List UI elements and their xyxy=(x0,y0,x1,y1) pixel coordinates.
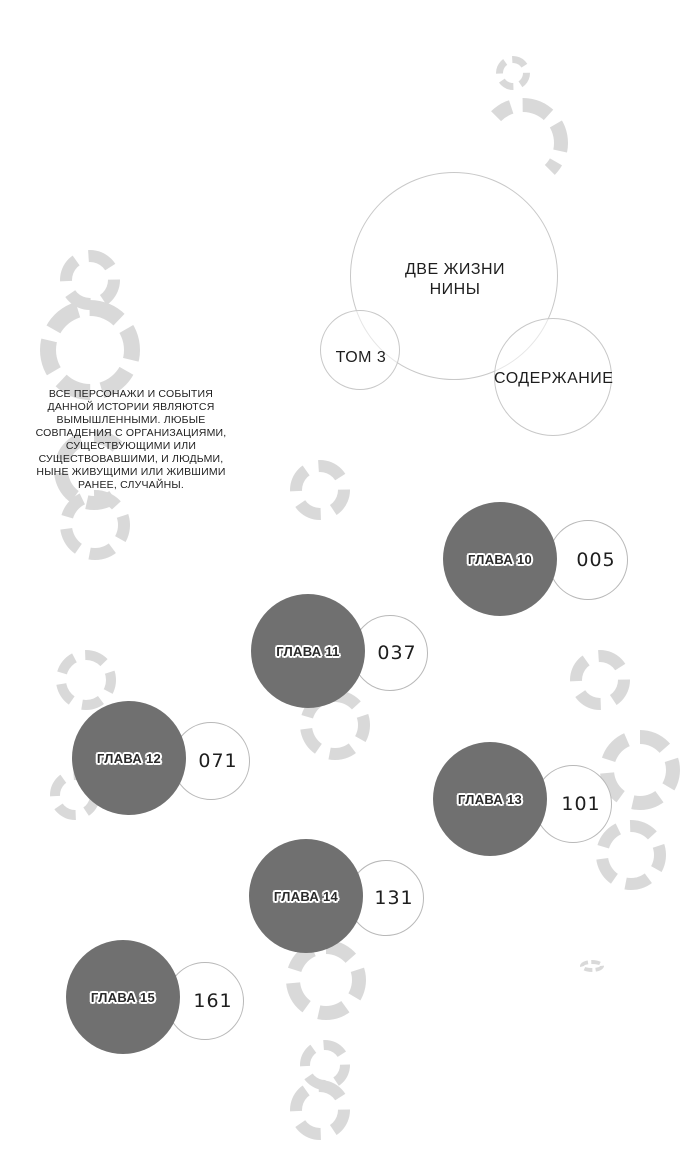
chapter-page-number: 101 xyxy=(561,793,601,815)
contents-heading: СОДЕРЖАНИЕ xyxy=(494,370,614,387)
chapter-label: ГЛАВА 13 xyxy=(457,791,523,807)
book-title-line-2: НИНЫ xyxy=(429,281,481,298)
chapter-page-number: 005 xyxy=(576,549,616,571)
chapter-page-number: 161 xyxy=(193,990,233,1012)
chapter-page-number: 131 xyxy=(374,887,414,909)
chapter-circle[interactable] xyxy=(443,502,557,616)
chapter-label: ГЛАВА 11 xyxy=(276,643,340,659)
volume-label: ТОМ 3 xyxy=(335,349,387,366)
book-title-line-1: ДВЕ ЖИЗНИ xyxy=(404,261,506,278)
chapter-label: ГЛАВА 14 xyxy=(273,888,339,904)
disclaimer-text: ВСЕ ПЕРСОНАЖИ И СОБЫТИЯ ДАННОЙ ИСТОРИИ ЯВЛЯЮТСЯ ВЫМЫШЛЕННЫМИ. ЛЮБЫЕ СОВПАДЕНИЯ С ОРГАНИЗАЦИЯМИ, СУЩЕСТВУЮЩИМИ ИЛИ СУЩЕСТВОВАВШИМИ, И ЛЮДЬМИ, НЫНЕ ЖИВУЩИМИ ИЛИ ЖИВШИМИ РАНЕЕ, СЛУЧАЙНЫ. xyxy=(35,388,227,491)
chapter-label: ГЛАВА 10 xyxy=(467,551,533,567)
chapter-page-circle[interactable] xyxy=(548,520,628,600)
chapter-label: ГЛАВА 12 xyxy=(96,750,162,766)
chapter-circle[interactable] xyxy=(72,701,186,815)
chapter-label: ГЛАВА 15 xyxy=(90,989,156,1005)
chapter-page-number: 071 xyxy=(198,750,238,772)
chapter-circle[interactable] xyxy=(433,742,547,856)
chapter-circle[interactable] xyxy=(251,594,365,708)
chapter-circle[interactable] xyxy=(66,940,180,1054)
book-title xyxy=(390,260,520,300)
chapter-circle[interactable] xyxy=(249,839,363,953)
chapter-page-number: 037 xyxy=(377,642,417,664)
